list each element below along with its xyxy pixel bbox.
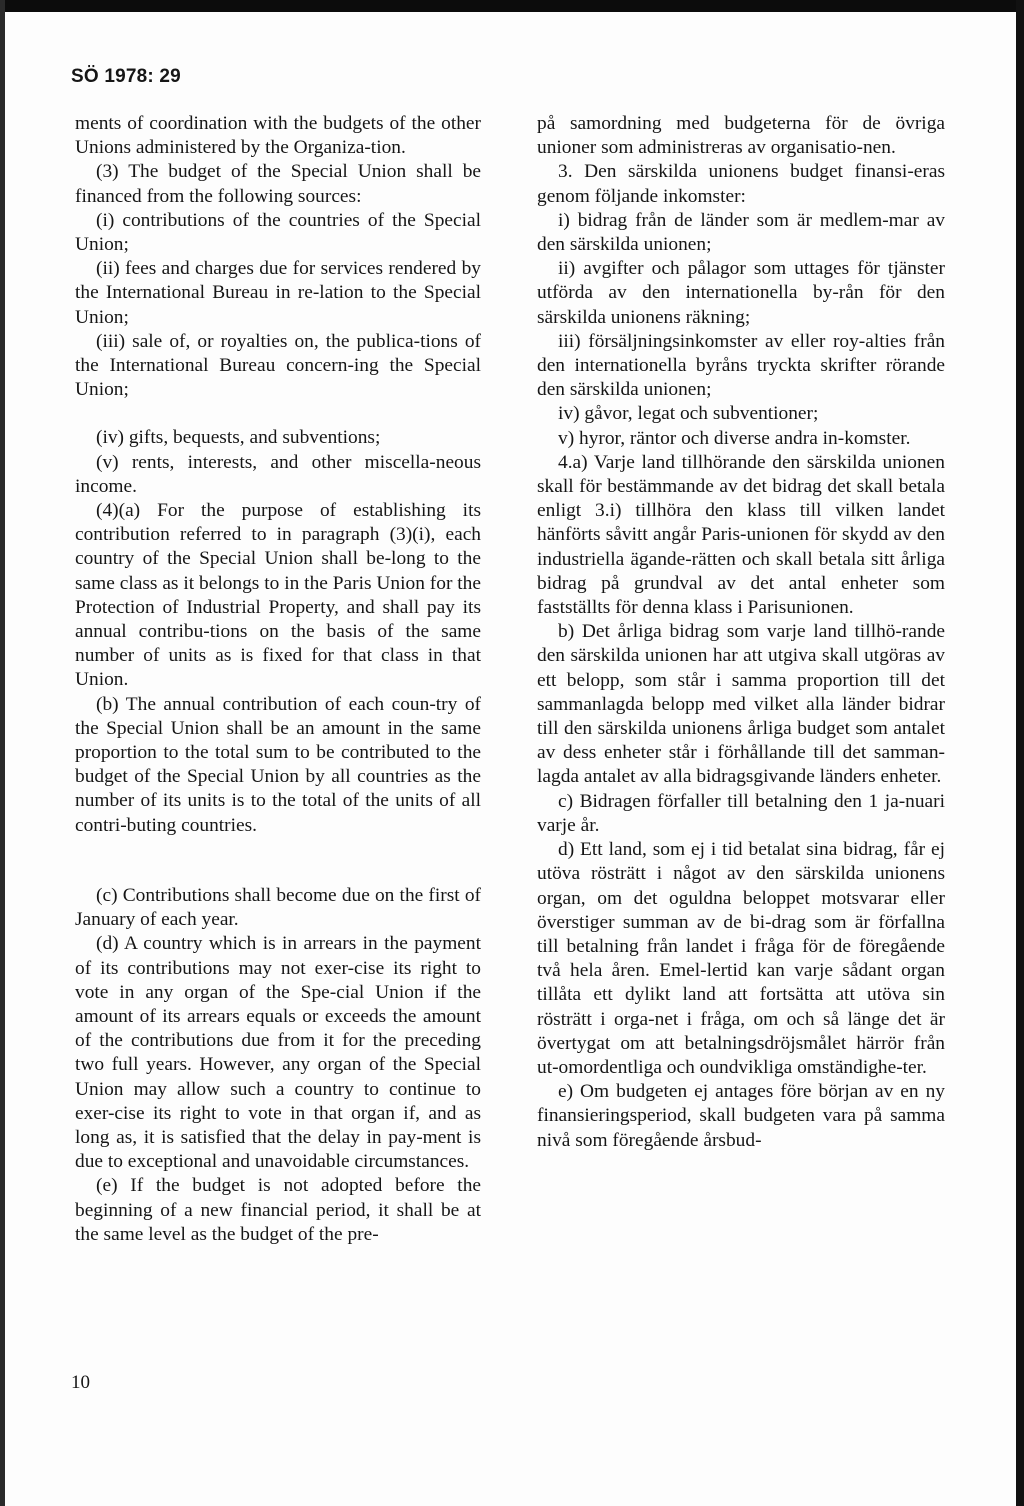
paragraph: ii) avgifter och pålagor som uttages för tjänster utförda av den internationella by-rån för den särskilda unionens räkning; (537, 258, 945, 328)
paragraph: (i) contributions of the countries of the Special Union; (75, 209, 481, 256)
paragraph: b) Det årliga bidrag som varje land tillhö-rande den särskilda unionen har att utgiva skall utgöras av ett belopp, som står i samma proportion till det sammanlagda belopp med vilket alla länder bidrar till den särskilda unionens årliga budget som antalet av dess enheter står i förhållande till det samman-lagda antalet av alla bidragsgivande länders enheter. (537, 621, 945, 788)
paragraph: 4.a) Varje land tillhörande den särskilda unionen skall för bestämmande av det bidrag det skall betala enligt 3.i) tillhöra den klass till vilken landet hänförts såvitt angår Paris-unionen för skydd av den industriella ägande-rätten och skall betala sitt årliga bidrag på grundval av det antal enheter som fastställts för denna klass i Parisunionen. (537, 451, 945, 619)
paragraph: ments of coordination with the budgets of the other Unions administered by the Organiza-tion. (75, 113, 481, 159)
spacer (75, 402, 481, 426)
paragraph: iv) gåvor, legat och subventioner; (558, 403, 819, 425)
paragraph: (b) The annual contribution of each coun-try of the Special Union shall be an amount in the same proportion to the total sum to be contributed to the budget of the Special Union by all countries as the number of its units is to the total of the units of all contri-buting countries. (75, 693, 481, 836)
paragraph: (e) If the budget is not adopted before the beginning of a new financial period, it shall be at the same level as the budget of the pre- (75, 1175, 481, 1245)
paragraph: d) Ett land, som ej i tid betalat sina bidrag, får ej utöva rösträtt i något av den särskilda unionens organ, om det oguldna beloppet motsvarar eller överstiger summan av de bi-drag som är förfallna till betalning från landet i fråga för de föregående två hela åren. Emel-lertid kan varje sådant organ tillåta ett dylikt land att fortsätta att utöva sin rösträtt i orga-net i fråga, om och så länge det är övertygat om att betalningsdröjsmålet härrör från ut-omordentliga och oundvikliga omständighe-ter. (537, 839, 945, 1078)
paragraph: (4)(a) For the purpose of establishing its contribution referred to in paragraph (3)(i), each country of the Special Union shall be-long to the same class as it belongs to in the Paris Union for the Protection of Industrial Property, and shall pay its annual contribu-tions on the basis of the same number of units as is fixed for that class in that Union. (75, 500, 481, 691)
paragraph: c) Bidragen förfaller till betalning den 1 ja-nuari varje år. (537, 790, 945, 836)
paragraph: e) Om budgeten ej antages före början av en ny finansieringsperiod, skall budgeten vara på samma nivå som föregående årsbud- (537, 1081, 945, 1151)
scan-border-top (0, 0, 1024, 12)
paragraph: 3. Den särskilda unionens budget finansi-eras genom följande inkomster: (537, 161, 945, 207)
paragraph: (iv) gifts, bequests, and subventions; (96, 427, 381, 449)
scan-border-right (1016, 0, 1024, 1506)
paragraph: v) hyror, räntor och diverse andra in-komster. (558, 427, 911, 449)
page-number: 10 (71, 1372, 90, 1393)
english-column (75, 112, 481, 1247)
paragraph: (ii) fees and charges due for services rendered by the International Bureau in re-lation to the Special Union; (75, 258, 481, 328)
paragraph: på samordning med budgeterna för de övriga unioner som administreras av organisatio-nen. (537, 113, 945, 159)
paragraph: (v) rents, interests, and other miscella-neous income. (75, 451, 481, 497)
paragraph: (c) Contributions shall become due on the first of January of each year. (75, 884, 481, 931)
running-header: SÖ 1978: 29 (71, 66, 181, 87)
spacer (75, 838, 481, 884)
scan-border-left (0, 0, 5, 1506)
paragraph: (3) The budget of the Special Union shall be financed from the following sources: (75, 161, 481, 207)
paragraph: (iii) sale of, or royalties on, the publica-tions of the International Bureau concern-ing the Special Union; (75, 330, 481, 401)
paragraph: iii) försäljningsinkomster av eller roy-alties från den internationella byråns tryckta skrifter rörande den särskilda unionen; (537, 330, 945, 401)
swedish-column (537, 112, 945, 1153)
paragraph: i) bidrag från de länder som är medlem-mar av den särskilda unionen; (537, 209, 945, 256)
paragraph: (d) A country which is in arrears in the payment of its contributions may not exer-cise its right to vote in any organ of the Spe-cial Union if the amount of its arrears equals or exceeds the amount of the contributions due from it for the preceding two full years. However, any organ of the Special Union may allow such a country to continue to exer-cise its right to vote in that organ if, and as long as, it is satisfied that the delay in pay-ment is due to exceptional and unavoidable circumstances. (75, 933, 481, 1173)
